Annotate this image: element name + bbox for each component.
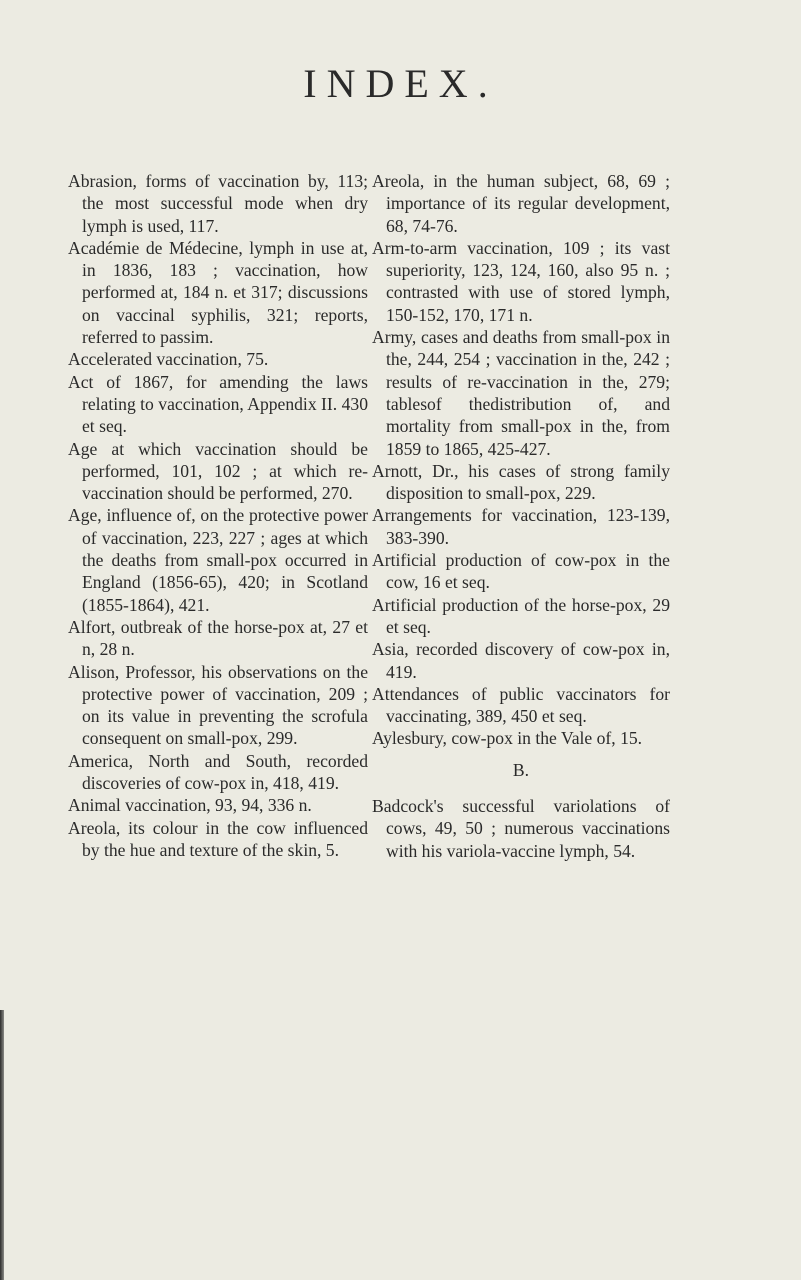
index-column-right [372, 170, 670, 862]
index-entry: Arnott, Dr., his cases of strong family disposition to small-pox, 229. [372, 460, 670, 504]
index-entry: Badcock's successful variolations of cows, 49, 50 ; numerous vaccinations with his variola-vaccine lymph, 54. [372, 796, 670, 861]
index-entry: Attendances of public vaccinators for vaccinating, 389, 450 et seq. [372, 683, 670, 727]
page-title: INDEX. [303, 61, 498, 106]
index-entry: Arm-to-arm vaccination, 109 ; its vast superiority, 123, 124, 160, also 95 n. ; contrasted with use of stored lymph, 150-152, 170, 171 n. [372, 237, 670, 325]
index-entry: Artificial production of cow-pox in the cow, 16 et seq. [372, 550, 670, 593]
page-edge-shadow [0, 1010, 4, 1280]
index-entry: America, North and South, recorded discoveries of cow-pox in, 418, 419. [68, 750, 368, 794]
index-entry: Accelerated vaccination, 75. [68, 349, 269, 370]
index-entry: Académie de Médecine, lymph in use at, in 1836, 183 ; vaccination, how performed at, 184 n. et 317; discussions on vaccinal syphilis, 321; reports, referred to passim. [68, 237, 368, 348]
index-entry: Act of 1867, for amending the laws relating to vaccination, Appendix II. 430 et seq. [68, 371, 368, 437]
index-entry: Age at which vaccination should be performed, 101, 102 ; at which re-vaccination should be performed, 270. [68, 438, 368, 504]
index-entry: Abrasion, forms of vaccination by, 113; the most successful mode when dry lymph is used, 117. [68, 171, 368, 236]
index-entry: Animal vaccination, 93, 94, 336 n. [68, 795, 312, 816]
index-entry: Army, cases and deaths from small-pox in the, 244, 254 ; vaccination in the, 242 ; results of re-vaccination in the, 279; tablesof thedistribution of, and mortality from small-pox in the, from 1859 to 1865, 425-427. [372, 327, 670, 459]
index-entry: Age, influence of, on the protective power of vaccination, 223, 227 ; ages at which the deaths from small-pox occurred in England (1856-65), 420; in Scotland (1855-1864), 421. [68, 505, 368, 615]
index-column-left [68, 170, 368, 861]
section-letter-b: B. [512, 759, 530, 780]
index-entry: Artificial production of the horse-pox, 29 et seq. [372, 594, 670, 637]
index-entry: Arrangements for vaccination, 123-139, 383-390. [372, 505, 670, 548]
index-entry: Alfort, outbreak of the horse-pox at, 27 et n, 28 n. [68, 616, 368, 660]
index-entry: Areola, its colour in the cow influenced by the hue and texture of the skin, 5. [68, 817, 368, 860]
index-entry: Asia, recorded discovery of cow-pox in, 419. [372, 639, 670, 682]
index-entry: Aylesbury, cow-pox in the Vale of, 15. [372, 728, 643, 749]
index-entry: Alison, Professor, his observations on the protective power of vaccination, 209 ; on its value in preventing the scrofula consequent on small-pox, 299. [68, 661, 368, 749]
index-entry: Areola, in the human subject, 68, 69 ; importance of its regular development, 68, 74-76. [372, 171, 670, 236]
